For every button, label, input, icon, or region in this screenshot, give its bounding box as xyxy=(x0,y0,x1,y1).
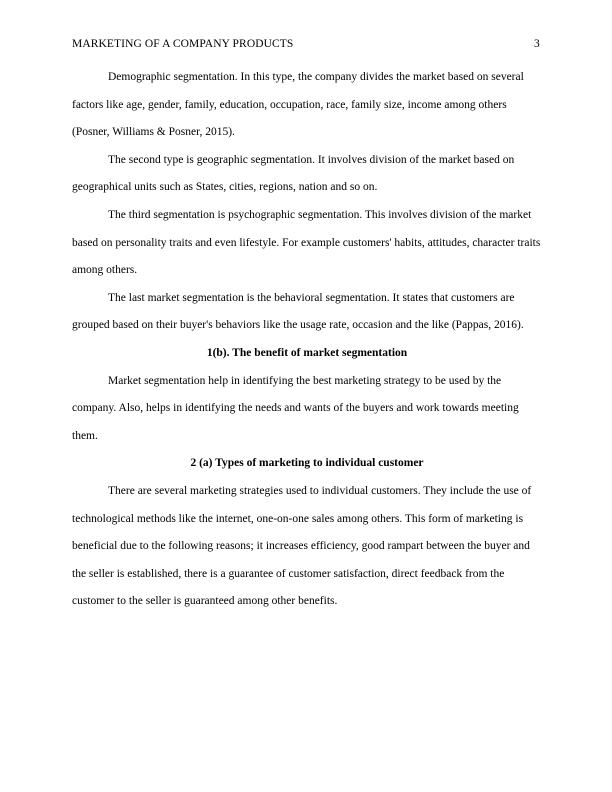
section-heading-2a: 2 (a) Types of marketing to individual customer xyxy=(190,457,424,470)
page-number: 3 xyxy=(534,38,540,50)
paragraph-geographic: The second type is geographic segmentation. It involves division of the market based on geographical units such as States, cities, regions, nation and so on. xyxy=(72,153,515,194)
running-head: MARKETING OF A COMPANY PRODUCTS xyxy=(72,38,294,50)
paragraph-psychographic: The third segmentation is psychographic segmentation. This involves division of the market based on personality traits and even lifestyle. For example customers' habits, attitudes, character traits among others. xyxy=(72,208,541,277)
section-heading-1b: 1(b). The benefit of market segmentation xyxy=(206,346,408,359)
paragraph-demographic: Demographic segmentation. In this type, the company divides the market based on several factors like age, gender, family, education, occupation, race, family size, income among others (Posner, Williams & Posner, 2015). xyxy=(72,71,524,139)
document-body xyxy=(72,64,542,616)
paragraph-benefit: Market segmentation help in identifying the best marketing strategy to be used by the company. Also, helps in identifying the needs and wants of the buyers and work towards meeting them. xyxy=(72,374,519,442)
paragraph-behavioral: The last market segmentation is the behavioral segmentation. It states that customers are grouped based on their buyer's behaviors like the usage rate, occasion and the like (Pappas, 2016). xyxy=(72,291,524,332)
paragraph-individual-marketing: There are several marketing strategies used to individual customers. They include the use of technological methods like the internet, one-on-one sales among others. This form of marketing is beneficial due to the following reasons; it increases efficiency, good rampart between the buyer and the seller is established, there is a guarantee of customer satisfaction, direct feedback from the customer to the seller is guaranteed among other benefits. xyxy=(72,484,532,608)
